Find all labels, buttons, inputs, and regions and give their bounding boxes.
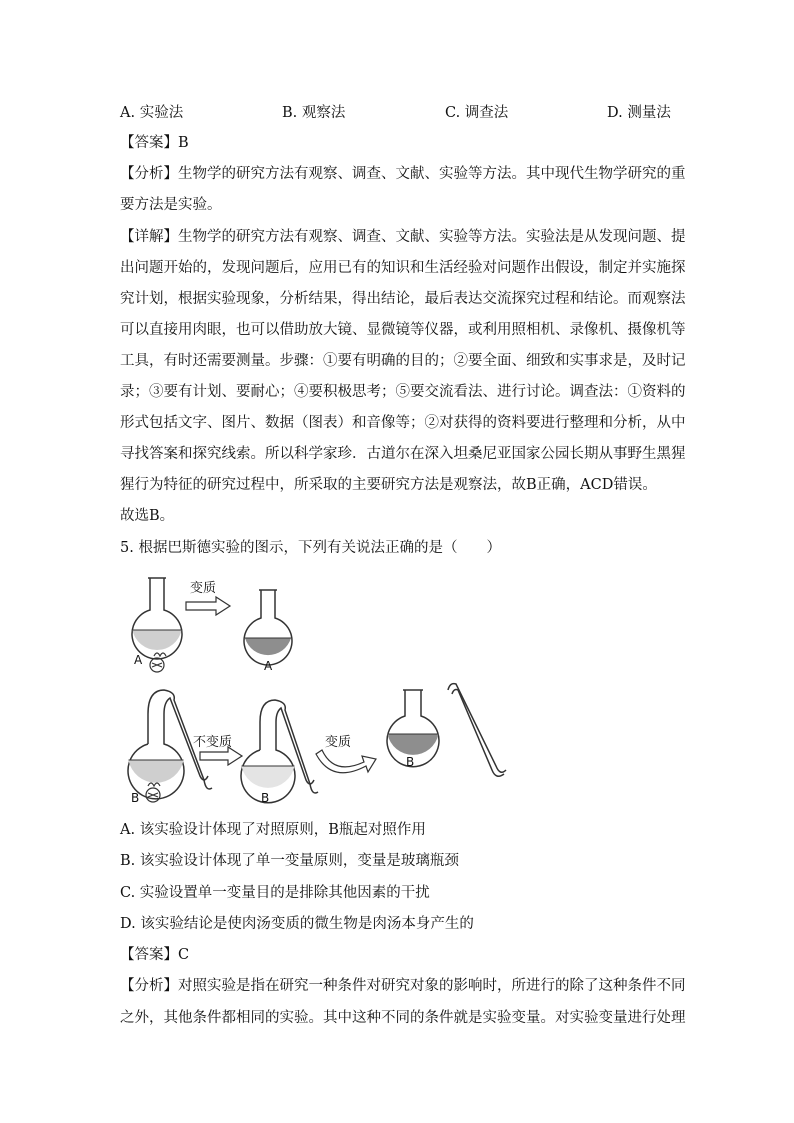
q4-detail-line: 【详解】生物学的研究方法有观察、调查、文献、实验等方法。实验法是从发现问题、提 <box>120 229 686 245</box>
q4-detail-line: 形式包括文字、图片、数据（图表）和音像等；②对获得的资料要进行整理和分析，从中 <box>120 415 686 431</box>
flask-a-label-2: A <box>264 659 273 673</box>
q4-detail-line: 工具，有时还需要测量。步骤：①要有明确的目的；②要全面、细致和实事求是，及时记 <box>120 353 686 369</box>
label-not-spoiled: 不变质 <box>193 735 233 750</box>
q4-detail-line: 可以直接用肉眼，也可以借助放大镜、显微镜等仪器，或利用照相机、录像机、摄像机等 <box>120 322 686 338</box>
flask-a-broth <box>133 630 182 650</box>
q4-detail-line: 出问题开始的，发现问题后，应用已有的知识和生活经验对问题作出假设，制定并实施探 <box>120 260 686 276</box>
q5-stem: 5. 根据巴斯德实验的图示，下列有关说法正确的是（ ） <box>120 540 501 556</box>
q5-option-b: B. 该实验设计体现了单一变量原则，变量是玻璃瓶颈 <box>120 853 459 869</box>
q4-answer: 【答案】B <box>120 135 189 151</box>
q4-analysis-line: 【分析】生物学的研究方法有观察、调查、文献、实验等方法。其中现代生物学研究的重 <box>120 166 686 182</box>
flask-b-clear-broth <box>242 766 295 788</box>
q4-detail-line: 猩行为特征的研究过程中，所采取的主要研究方法是观察法，故B正确，ACD错误。 <box>120 477 657 493</box>
q4-detail-line: 寻找答案和探究线索。所以科学家珍．古道尔在深入坦桑尼亚国家公园长期从事野生黑猩 <box>120 446 686 462</box>
curved-arrow-icon <box>316 750 376 773</box>
flask-b-label-2: B <box>261 791 270 805</box>
q5-answer: 【答案】C <box>120 947 190 963</box>
q4-choose: 故选B。 <box>120 508 175 524</box>
q4-detail-line: 究计划，根据实验现象，分析结果，得出结论，最后表达交流探究过程和结论。而观察法 <box>120 291 686 307</box>
pasteur-diagram <box>118 566 518 811</box>
q5-option-c: C. 实验设置单一变量目的是排除其他因素的干扰 <box>120 885 430 901</box>
label-spoiled-top: 变质 <box>190 581 217 596</box>
burner-a-icon <box>150 653 166 672</box>
flask-b-not-spoiled <box>241 700 318 803</box>
q4-option-b: B. 观察法 <box>282 105 346 121</box>
q4-option-c: C. 调查法 <box>445 105 509 121</box>
q4-analysis-line: 要方法是实验。 <box>120 197 222 213</box>
flask-a-label: A <box>134 653 143 667</box>
detached-neck-tube <box>448 684 506 777</box>
q5-analysis-line: 【分析】对照实验是指在研究一种条件对研究对象的影响时，所进行的除了这种条件不同 <box>120 978 686 994</box>
q4-detail-line: 录；③要有计划、要耐心；④要积极思考；⑤要交流看法、进行讨论。调查法：①资料的 <box>120 384 686 400</box>
flask-a-spoiled-broth <box>245 638 291 655</box>
q5-analysis-line: 之外，其他条件都相同的实验。其中这种不同的条件就是实验变量。对实验变量进行处理 <box>120 1010 686 1026</box>
arrow-right-icon <box>186 597 230 615</box>
flask-b-label: B <box>131 791 140 805</box>
q5-option-a: A. 该实验设计体现了对照原则，B瓶起对照作用 <box>120 822 426 838</box>
q5-option-d: D. 该实验结论是使肉汤变质的微生物是肉汤本身产生的 <box>120 916 474 932</box>
label-spoiled-bottom: 变质 <box>325 735 352 750</box>
q4-option-a: A. 实验法 <box>120 105 184 121</box>
q4-option-d: D. 测量法 <box>607 105 671 121</box>
flask-b-broth <box>129 760 184 783</box>
flask-b-label-3: B <box>406 755 415 769</box>
flask-b-spoiled-broth <box>388 734 439 755</box>
